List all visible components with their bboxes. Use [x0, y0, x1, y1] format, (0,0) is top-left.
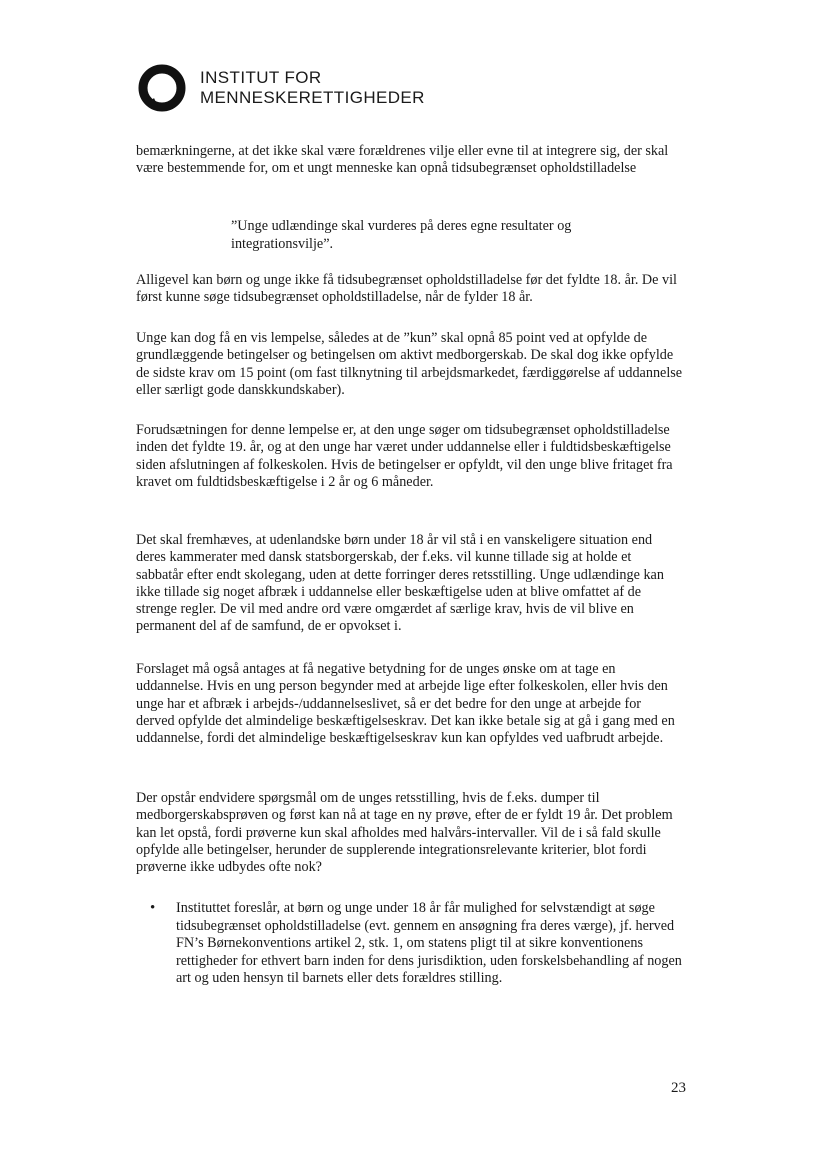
- paragraph-relief: Unge kan dog få en vis lempelse, således at de ”kun” skal opnå 85 point ved at opfylde de grundlæggende betingelser og betingelsen om aktivt medborgerskab. De skal dog ikke opfylde de sidste krav om 15 point (om fast tilknytning til arbejdsmarkedet, færdiggørelse af uddannelse eller særligt gode danskkundskaber).: [136, 330, 683, 398]
- paragraph-foreign-children: Det skal fremhæves, at udenlandske børn under 18 år vil stå i en vanskeligere situation end deres kammerater med dansk statsborgerskab, der f.eks. vil kunne tillade sig at holde et sabbatår efter endt skolegang, uden at dette forringer deres retsstilling. Unge udlændinge kan ikke tillade sig noget afbræk i uddannelse eller beskæftigelse uden at blive omfattet af de strenge regler. De vil med andre ord være omgærdet af særlige krav, hvis de vil blive en permanent del af de samfund, de er opvokset i.: [136, 532, 664, 635]
- bullet-text: Instituttet foreslår, at børn og unge under 18 år får mulighed for selvstændigt at søge tidsubegrænset opholdstilladelse (evt. gennem en ansøgning fra deres værge), jf. herved FN’s Børnekonventions artikel 2, stk. 1, om statens pligt til at sikre konventionens rettigheder for ethvert barn inden for dens jurisdiktion, uden forskelsbehandling af nogen art og uden hensyn til barnets eller dets forældres stilling.: [176, 900, 682, 986]
- recommendation-bullet: [150, 900, 690, 988]
- paragraph-intro: bemærkningerne, at det ikke skal være forældrenes vilje eller evne til at integrere sig, der skal være bestemmende for, om et ungt menneske kan opnå tidsubegrænset opholdstilladelse: [136, 143, 669, 177]
- paragraph-education-effect: Forslaget må også antages at få negative betydning for de unges ønske om at tage en uddannelse. Hvis en ung person begynder med at arbejde lige efter folkeskolen, eller hvis den unge har et afbræk i arbejds-/uddannelseslivet, så er det bedre for den unge at arbejde for derved opfylde det almindelige beskæftigelseskrav. Det kan ikke betale sig at gå i gang med en uddannelse, fordi det almindelige beskæftigelseskrav kun kan opfyldes ved uafbrudt arbejde.: [136, 661, 675, 747]
- org-name-line2: MENNESKERETTIGHEDER: [200, 88, 425, 107]
- org-name: [200, 68, 425, 108]
- page-number: 23: [671, 1080, 686, 1096]
- paragraph-legal-status: Der opstår endvidere spørgsmål om de unges retsstilling, hvis de f.eks. dumper til medborgerskabsprøven og først kan nå at tage en ny prøve, efter de er fyldt 19 år. Det problem kan let opstå, fordi prøverne kun skal afholdes med halvårs-intervaller. Vil de i så fald skulle opfylde alle betingelser, herunder de supplerende integrationsrelevante kriterier, blot fordi prøverne ikke udbydes ofte nok?: [136, 790, 673, 876]
- org-name-line1: INSTITUT FOR: [200, 68, 322, 87]
- paragraph-age-limit: Alligevel kan børn og unge ikke få tidsubegrænset opholdstilladelse før det fyldte 18. år. De vil først kunne søge tidsubegrænset opholdstilladelse, når de fylder 18 år.: [136, 272, 677, 306]
- letterhead: [136, 62, 425, 114]
- bullet-marker: •: [150, 900, 156, 916]
- block-quote: ”Unge udlændinge skal vurderes på deres egne resultater og integrationsvilje”.: [231, 218, 572, 252]
- institute-ring-logo-icon: [136, 62, 188, 114]
- paragraph-precondition: Forudsætningen for denne lempelse er, at den unge søger om tidsubegrænset opholdstilladelse inden det fyldte 19. år, og at den unge har været under uddannelse eller i fuldtidsbeskæftigelse siden afslutningen af folkeskolen. Hvis de betingelser er opfyldt, vil den unge blive fritaget fra kravet om fuldtidsbeskæftigelse i 2 år og 6 måneder.: [136, 422, 673, 490]
